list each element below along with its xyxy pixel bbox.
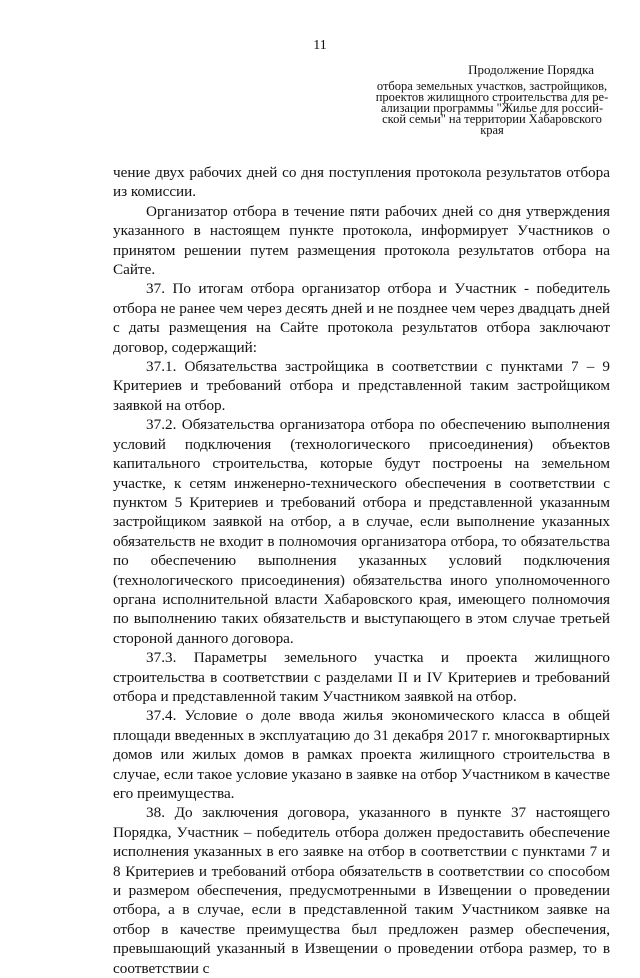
running-header [372,64,612,136]
paragraph-item-37-3: 37.3. Параметры земельного участка и проекта жилищного строительства в соответствии с разделами II и IV Критериев и требований отбора и представленной таким Участником заявкой на отбор. [113,649,610,705]
paragraph-item-38: 38. До заключения договора, указанного в пункте 37 настоящего Порядка, Участник – победитель отбора должен предоставить обеспечение исполнения указанных в его заявке на отбор в соответствии с пунктами 7 и 8 Критериев и требований отбора обязательств в соответствии со способом и размером обеспечения, предусмотренными в Извещении о проведении отбора, а в случае, если в представленной таким Участником заявке на отбор в качестве преимущества был предложен размер обеспечения, превышающий указанный в Извещении о проведении отбора размер, то в соответствии с [113,804,610,977]
header-title: Продолжение Порядка [468,62,594,77]
header-line: отбора земельных участков, застройщиков, [376,79,608,93]
paragraph: Организатор отбора в течение пяти рабочих дней со дня утверждения указанного в настоящем пункте протокола, информирует Участников о принятом решении путем размещения протокола результатов отбора на Сайте. [113,202,610,279]
paragraph-item-37-1: 37.1. Обязательства застройщика в соответствии с пунктами 7 – 9 Критериев и требований отбора и представленной таким застройщиком заявкой на отбор. [113,358,610,414]
header-line: края [480,123,504,137]
header-line: ализации программы "Жилье для россий- [380,101,604,115]
paragraph-continuation: чение двух рабочих дней со дня поступления протокола результатов отбора из комиссии. [113,164,610,201]
body-text [113,163,610,978]
header-line: ской семьи" на территории Хабаровского [382,112,602,126]
paragraph-item-37-2: 37.2. Обязательства организатора отбора по обеспечению выполнения условий подключения (технологического присоединения) объектов капитального строительства, которые будут построены на земельном участке, к сетям инженерно-технического обеспечения в соответствии с пунктом 5 Критериев и требований отбора и представленной указанным застройщиком заявкой на отбор, а в случае, если выполнение указанных обязательств не входит в полномочия организатора отбора, то обязательства по обеспечению выполнения указанных условий подключения (технологического присоединения) обязательства иного уполномоченного органа исполнительной власти Хабаровского края, имеющего полномочия по выполнению таких обязательств и выступающего в этом случае третьей стороной данного договора. [113,416,610,647]
paragraph-item-37: 37. По итогам отбора организатор отбора и Участник - победитель отбора не ранее чем через десять дней и не позднее чем через двадцать дней с даты размещения на Сайте протокола результатов отбора заключают договор, содержащий: [113,280,610,356]
header-line: проектов жилищного строительства для ре- [375,90,609,104]
paragraph-item-37-4: 37.4. Условие о доле ввода жилья экономического класса в общей площади введенных в эксплуатацию до 31 декабря 2017 г. многоквартирных домов или жилых домов в рамках проекта жилищного строительства в случае, если такое условие указано в заявке на отбор Участником в качестве его преимущества. [113,707,610,802]
page-number: 11 [313,38,327,53]
